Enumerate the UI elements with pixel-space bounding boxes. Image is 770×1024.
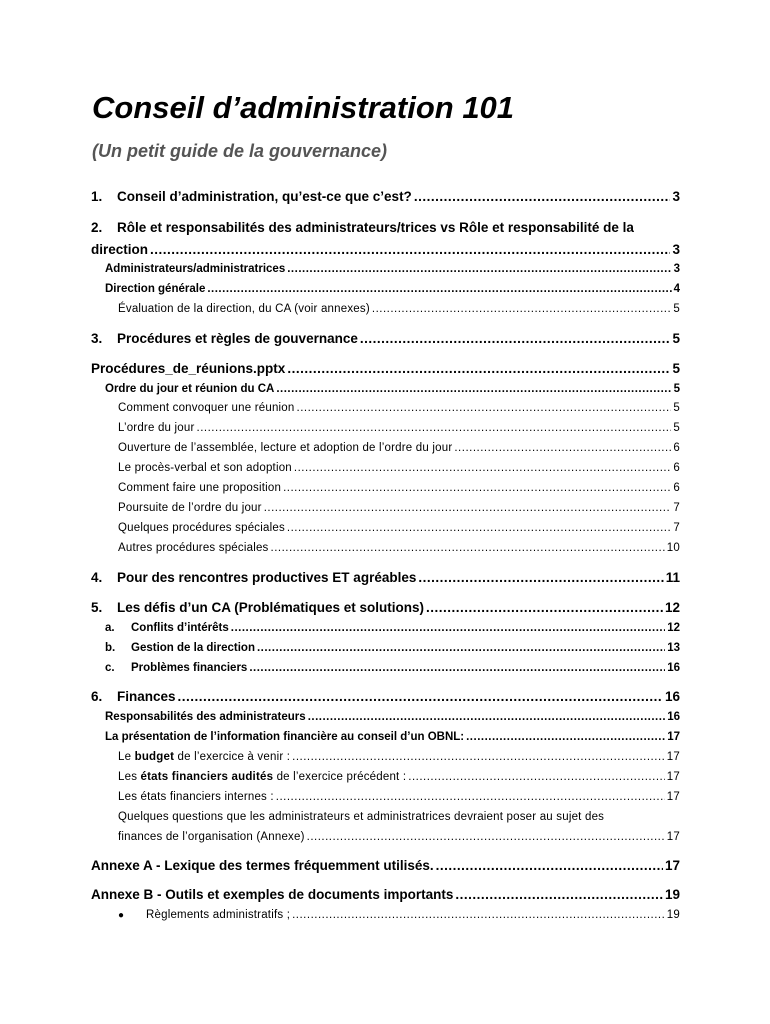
toc-entry-6b[interactable]: La présentation de l’information financière au conseil d’un OBNL: ..... 17: [105, 731, 680, 743]
document-subtitle: (Un petit guide de la gouvernance): [92, 141, 388, 161]
toc-entry-6b3[interactable]: Les états financiers internes : ..... 17: [118, 791, 680, 803]
toc-entry-annexe-b[interactable]: Annexe B - Outils et exemples de documents importants ..... 19: [91, 887, 680, 902]
toc-page-number: 3: [672, 242, 680, 257]
toc-entry-6b2[interactable]: Les états financiers audités de l’exercice précédent : ..... 17: [118, 771, 680, 783]
toc-entry-3a[interactable]: Ordre du jour et réunion du CA ..... 5: [105, 383, 680, 395]
toc-entry-5b[interactable]: b. Gestion de la direction ..... 13: [105, 642, 680, 654]
toc-entry-3a3[interactable]: Ouverture de l’assemblée, lecture et adoption de l’ordre du jour ..... 6: [118, 442, 680, 454]
toc-entry-6b1[interactable]: Le budget de l’exercice à venir : ..... 17: [118, 751, 680, 763]
toc-entry-label: Conseil d’administration, qu’est-ce que c’est?: [117, 189, 412, 204]
toc-entry-annexe-b1[interactable]: ● Règlements administratifs ; ..... 19: [118, 909, 680, 921]
toc-entry-6[interactable]: 6. Finances ..... 16: [91, 689, 680, 704]
toc-entry-2b1[interactable]: Évaluation de la direction, du CA (voir annexes) ..... 5: [118, 303, 680, 315]
toc-entry-6a[interactable]: Responsabilités des administrateurs ..... 16: [105, 711, 680, 723]
document-title: Conseil d’administration 101: [92, 90, 515, 125]
toc-entry-3a1[interactable]: Comment convoquer une réunion ..... 5: [118, 402, 680, 414]
toc-leader-dots: [150, 242, 670, 257]
toc-entry-3a5[interactable]: Comment faire une proposition ..... 6: [118, 482, 680, 494]
toc-entry-3[interactable]: 3. Procédures et règles de gouvernance ..... 5: [91, 331, 680, 346]
toc-entry-label: direction: [91, 242, 149, 257]
toc-entry-2a[interactable]: Administrateurs/administratrices ..... 3: [105, 263, 680, 275]
toc-entry-3a8[interactable]: Autres procédures spéciales ..... 10: [118, 542, 680, 554]
toc-entry-3a2[interactable]: L’ordre du jour ..... 5: [118, 422, 680, 434]
toc-entry-3a7[interactable]: Quelques procédures spéciales ..... 7: [118, 522, 680, 534]
toc-entry-2-line1[interactable]: 2. Rôle et responsabilités des administrateurs/trices vs Rôle et responsabilité de la: [91, 220, 634, 235]
toc-entry-6b4[interactable]: finances de l’organisation (Annexe) ..... 17: [118, 831, 680, 843]
toc-leader-dots: [414, 189, 671, 204]
toc-entry-5c[interactable]: c. Problèmes financiers ..... 16: [105, 662, 680, 674]
toc-page-number: 3: [672, 189, 680, 204]
toc-entry-4[interactable]: 4. Pour des rencontres productives ET agréables ..... 11: [91, 570, 680, 585]
toc-entry-3a4[interactable]: Le procès-verbal et son adoption ..... 6: [118, 462, 680, 474]
toc-entry-5a[interactable]: a. Conflits d’intérêts ..... 12: [105, 622, 680, 634]
toc-entry-2[interactable]: [91, 242, 680, 257]
toc-entry-1[interactable]: 1. Conseil d’administration, qu’est-ce que c’est? ..... 3: [91, 189, 680, 204]
bullet-icon: ●: [118, 910, 125, 921]
toc-entry-6b4-line1[interactable]: Quelques questions que les administrateurs et administratrices devraient poser au sujet des: [118, 811, 605, 823]
toc-entry-3-pptx[interactable]: Procédures_de_réunions.pptx ..... 5: [91, 361, 680, 376]
toc-entry-3a6[interactable]: Poursuite de l’ordre du jour ..... 7: [118, 502, 680, 514]
toc-entry-annexe-a[interactable]: Annexe A - Lexique des termes fréquemment utilisés. ..... 17: [91, 858, 680, 873]
toc-entry-5[interactable]: 5. Les défis d’un CA (Problématiques et solutions) ..... 12: [91, 600, 680, 615]
toc-entry-2b[interactable]: Direction générale ..... 4: [105, 283, 680, 295]
